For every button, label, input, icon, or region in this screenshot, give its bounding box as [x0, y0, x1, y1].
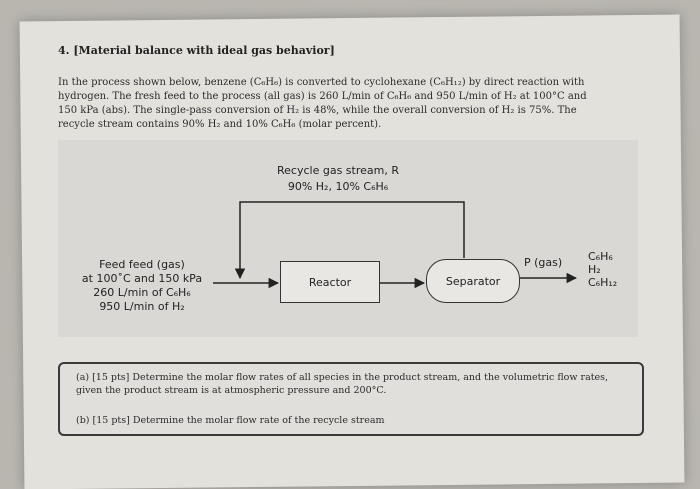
feed-line-text: 260 L/min of C₆H₆	[93, 286, 191, 299]
product-label: P (gas)	[524, 256, 563, 269]
feed-line-text: Feed feed (gas)	[99, 258, 185, 271]
recycle-composition: 90% H₂, 10% C₆H₆	[287, 180, 389, 193]
question-a: (a) [15 pts] Determine the molar flow rates of all species in the product stream, and the volumetric flow rates, given the product stream is at atmospheric pressure and 200°C.	[76, 372, 609, 396]
problem-title: 4. [Material balance with ideal gas behavior]	[58, 44, 335, 57]
product-species-item: H₂	[588, 263, 601, 276]
separator-box: Separator	[426, 259, 520, 303]
reactor-box: Reactor	[280, 261, 380, 303]
feed-line-text: at 100˚C and 150 kPa	[81, 272, 203, 285]
product-species-item: C₆H₆	[588, 250, 613, 263]
product-species-item: C₆H₁₂	[588, 276, 618, 289]
product-species	[588, 250, 617, 289]
intro-line: hydrogen. The fresh feed to the process (all gas) is 260 L/min of C₆H₆ and 950 L/min of H₂ at 100°C and	[58, 91, 587, 102]
intro-line: 150 kPa (abs). The single-pass conversion of H₂ is 48%, while the overall conversion of H₂ is 75%. The	[58, 105, 577, 116]
process-diagram	[58, 140, 638, 337]
recycle-label: Recycle gas stream, R	[277, 164, 399, 177]
intro-line: In the process shown below, benzene (C₆H₆) is converted to cyclohexane (C₆H₁₂) by direct reaction with	[58, 77, 585, 88]
intro-line: recycle stream contains 90% H₂ and 10% C₆H₆ (molar percent).	[58, 119, 382, 130]
question-b: (b) [15 pts] Determine the molar flow rate of the recycle stream	[76, 415, 385, 426]
problem-intro	[58, 76, 636, 132]
feed-label	[72, 258, 212, 314]
feed-line-text: 950 L/min of H₂	[99, 300, 185, 313]
questions-box	[58, 362, 644, 436]
